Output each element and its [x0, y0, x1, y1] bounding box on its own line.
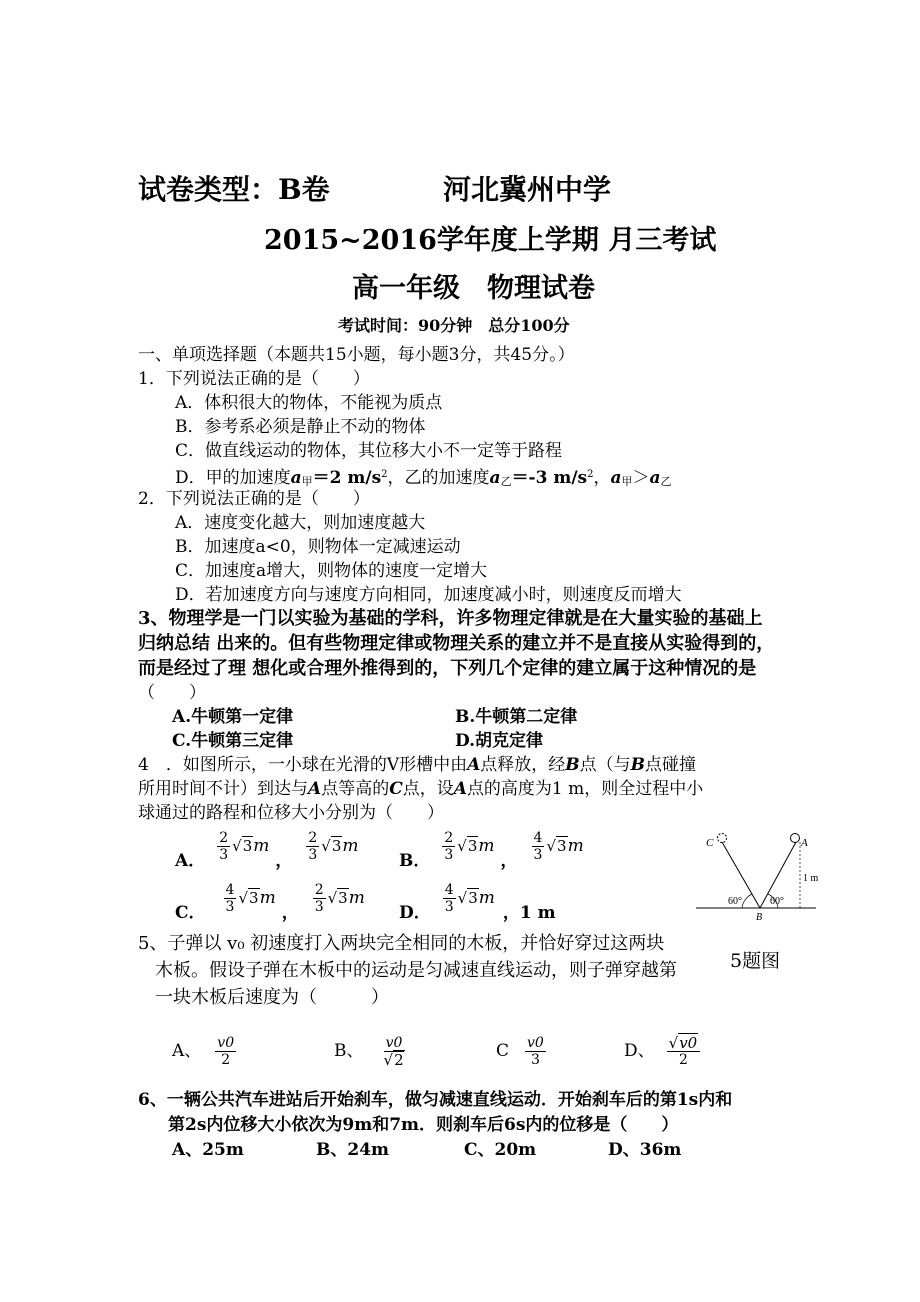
q4-point-b: B	[565, 755, 580, 775]
q4-d-tail: ，1 m	[502, 903, 556, 923]
q4-option-d	[399, 878, 556, 923]
q4-option-c	[175, 878, 365, 923]
q3-line1: 3、物理学是一门以实验为基础的学科，许多物理定律就是在大量实验的基础上	[138, 608, 763, 629]
q4-point-a3: A	[453, 779, 467, 799]
q5-opt-c-label: C	[496, 1041, 510, 1061]
q4-l1a: 4 ．如图所示，一小球在光滑的V形槽中由	[138, 755, 468, 775]
q4-l2c: 点，设	[402, 779, 454, 799]
q1-option-b: B．参考系必须是静止不动的物体	[175, 417, 426, 437]
q4-c-comma: ，	[281, 903, 299, 923]
unit-m: m	[478, 836, 495, 856]
q5-opt-d-label: D、	[624, 1041, 655, 1061]
angle-arc-left	[742, 894, 752, 908]
q2-option-c: C．加速度a增大，则物体的速度一定增大	[175, 561, 488, 581]
fraction: $\frac{√v0}{2}$	[667, 1035, 701, 1068]
q6-line2: 第2s内位移大小依次为9m和7m．则刹车后6s内的位移是（ ）	[168, 1115, 679, 1135]
label-b: B	[756, 912, 763, 923]
q3-option-c: C.牛顿第三定律	[172, 731, 294, 751]
sqrt: √3	[321, 837, 342, 855]
q6-option-c: C、20m	[464, 1140, 537, 1160]
q1-d-comma: ，	[593, 468, 611, 488]
q1-option-c: C．做直线运动的物体，其位移大小不一定等于路程	[175, 441, 563, 461]
q1-d-gt: ＞	[632, 468, 650, 488]
q4-b-comma: ，	[500, 851, 518, 871]
unit-m: m	[478, 888, 495, 908]
q5-line3: 一块木板后速度为（ ）	[155, 987, 389, 1008]
q5-opt-a-label: A、	[172, 1041, 202, 1061]
q6-option-a: A、25m	[172, 1140, 244, 1160]
q4-line2	[138, 777, 703, 801]
q4-point-a2: A	[308, 779, 322, 799]
fraction: $\frac{2}{3}$	[308, 829, 318, 863]
q4-line1	[138, 753, 696, 777]
sqrt: √3	[457, 889, 478, 907]
q4-opt-d-label: D．	[399, 903, 431, 923]
q3-line4: （ ）	[138, 683, 206, 703]
q5-line1: 5、子弹以 v₀ 初速度打入两块完全相同的木板，并恰好穿过这两块	[138, 933, 665, 954]
q4-l2b: 点等高的	[321, 779, 390, 799]
q5-option-a	[172, 1030, 238, 1072]
q4-line3: 球通过的路程和位移大小分别为（ ）	[138, 803, 444, 823]
q2-stem: 2．下列说法正确的是（ ）	[138, 489, 370, 509]
q3-line3: 而是经过了理 想化或合理外推得到的，下列几个定律的建立属于这种情况的是	[138, 658, 757, 679]
unit-m: m	[348, 888, 365, 908]
label-angle-left: 60°	[728, 896, 742, 907]
q1-d-val2: ＝-3 m/s	[511, 468, 588, 488]
q1-d-a3: a	[610, 468, 622, 488]
q1-d-a2: a	[489, 468, 501, 488]
fraction: $\frac{2}{3}$	[444, 829, 454, 863]
q6-line1: 6、一辆公共汽车进站后开始刹车，做匀减速直线运动．开始刹车后的第1s内和	[138, 1090, 733, 1110]
fraction: $\frac{v0}{2}$	[217, 1034, 235, 1068]
q5-option-d	[624, 1030, 702, 1072]
exam-term: 2015~2016学年度上学期 月三考试	[264, 225, 717, 256]
sqrt: √3	[232, 837, 253, 855]
q4-opt-b-label: B．	[399, 851, 431, 871]
q1-option-a: A．体积很大的物体，不能视为质点	[175, 393, 443, 413]
fraction: $\frac{4}{3}$	[225, 881, 235, 915]
fraction: $\frac{2}{3}$	[219, 829, 229, 863]
q1-d-a4: a	[649, 468, 661, 488]
unit-m: m	[342, 836, 359, 856]
q4-point-a: A	[467, 755, 481, 775]
sqrt: √3	[238, 889, 259, 907]
q5-line2: 木板。假设子弹在木板中的运动是匀减速直线运动，则子弹穿越第	[155, 960, 677, 981]
ball-a-icon	[791, 834, 800, 843]
q4-l1c: 点（与	[579, 755, 631, 775]
q1-d-prefix: D．甲的加速度	[175, 468, 291, 488]
q1-d-val1: ＝2 m/s	[312, 468, 382, 488]
q2-option-d: D．若加速度方向与速度方向相同，加速度减小时，则速度反而增大	[175, 585, 682, 605]
label-c: C	[706, 837, 714, 849]
fraction: $\frac{v0}{√2}$	[383, 1034, 404, 1069]
q3-option-b: B.牛顿第二定律	[455, 707, 578, 727]
v-groove-figure	[692, 826, 822, 926]
q4-l2d: 点的高度为1 m，则全过程中小	[466, 779, 704, 799]
q3-option-a: A.牛顿第一定律	[172, 707, 294, 727]
exam-type: 试卷类型：B卷	[138, 173, 330, 206]
q4-l1d: 点碰撞	[645, 755, 697, 775]
fraction: $\frac{4}{3}$	[533, 829, 543, 863]
figure-caption: 5题图	[730, 950, 781, 972]
q4-l2a: 所用时间不计）到达与	[138, 779, 308, 799]
q4-option-b	[399, 826, 584, 871]
q1-d-a1: a	[290, 468, 302, 488]
unit-m: m	[259, 888, 276, 908]
fraction: $\frac{4}{3}$	[444, 881, 454, 915]
label-a: A	[801, 837, 808, 849]
fraction: $\frac{v0}{3}$	[527, 1034, 544, 1068]
q5-option-b	[334, 1030, 407, 1072]
sqrt: √3	[327, 889, 348, 907]
q5-option-c	[496, 1030, 548, 1072]
unit-m: m	[567, 836, 584, 856]
section-heading: 一、单项选择题（本题共15小题，每小题3分，共45分。）	[138, 345, 575, 365]
q1-stem: 1．下列说法正确的是（ ）	[138, 369, 370, 389]
q1-d-sub1: 甲	[301, 475, 313, 488]
page-title: 高一年级 物理试卷	[352, 273, 595, 304]
unit-m: m	[253, 836, 270, 856]
fraction: $\frac{2}{3}$	[314, 881, 324, 915]
q6-option-b: B、24m	[316, 1140, 390, 1160]
q4-opt-a-label: A．	[175, 851, 206, 871]
sqrt: √3	[546, 837, 567, 855]
exam-meta: 考试时间：90分钟 总分100分	[338, 316, 570, 335]
q4-point-c: C	[389, 779, 403, 799]
ball-c-icon	[718, 834, 727, 843]
q5-opt-b-label: B、	[334, 1041, 364, 1061]
q1-d-sub4: 乙	[660, 475, 672, 488]
q3-option-d: D.胡克定律	[455, 731, 544, 751]
q1-d-mid: ，乙的加速度	[387, 468, 490, 488]
q1-d-sub2: 乙	[500, 475, 512, 488]
q1-d-sup2: 2	[587, 469, 594, 480]
q4-a-comma: ，	[275, 851, 293, 871]
sqrt: √3	[457, 837, 478, 855]
q2-option-a: A．速度变化越大，则加速度越大	[175, 513, 426, 533]
q6-option-d: D、36m	[608, 1140, 682, 1160]
q1-d-sub3: 甲	[621, 475, 633, 488]
q4-option-a	[175, 826, 359, 871]
q2-option-b: B．加速度a<0，则物体一定减速运动	[175, 537, 461, 557]
label-angle-right: 60°	[770, 896, 784, 907]
q4-point-b2: B	[630, 755, 646, 775]
q4-opt-c-label: C．	[175, 903, 206, 923]
q1-d-sup1: 2	[381, 469, 388, 480]
q3-line2: 归纳总结 出来的。但有些物理定律或物理关系的建立并不是直接从实验得到的，	[138, 633, 775, 654]
q4-l1b: 点释放，经	[480, 755, 566, 775]
label-height: 1 m	[803, 873, 819, 884]
school-name: 河北冀州中学	[443, 173, 612, 206]
